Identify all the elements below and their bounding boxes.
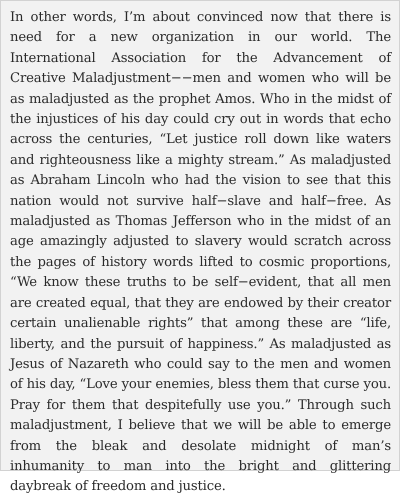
quote-paragraph: In other words, I’m about convinced now that there is need for a new organization in our world. The International Association for the Advancement of Creative Maladjustment−−men and women who will be as maladjusted as the prophet Amos. Who in the midst of the injustices of his day could cry out in words that echo across the centuries, “Let justice roll down like waters and righteousness like a mighty stream.” As maladjusted as Abraham Lincoln who had the vision to see that this nation would not survive half−slave and half−free. As maladjusted as Thomas Jefferson who in the midst of an age amazingly adjusted to slavery would scratch across the pages of history words lifted to cosmic proportions, “We know these truths to be self−evident, that all men are created equal, that they are endowed by their creator certain unalienable rights” that among these are “life, liberty, and the pursuit of happiness.” As maladjusted as Jesus of Nazareth who could say to the men and women of his day, “Love your enemies, bless them that curse you. Pray for them that despitefully use you.” Through such maladjustment, I believe that we will be able to emerge from the bleak and desolate midnight of man’s inhumanity to man into the bright and glittering daybreak of freedom and justice. [10, 10, 391, 495]
